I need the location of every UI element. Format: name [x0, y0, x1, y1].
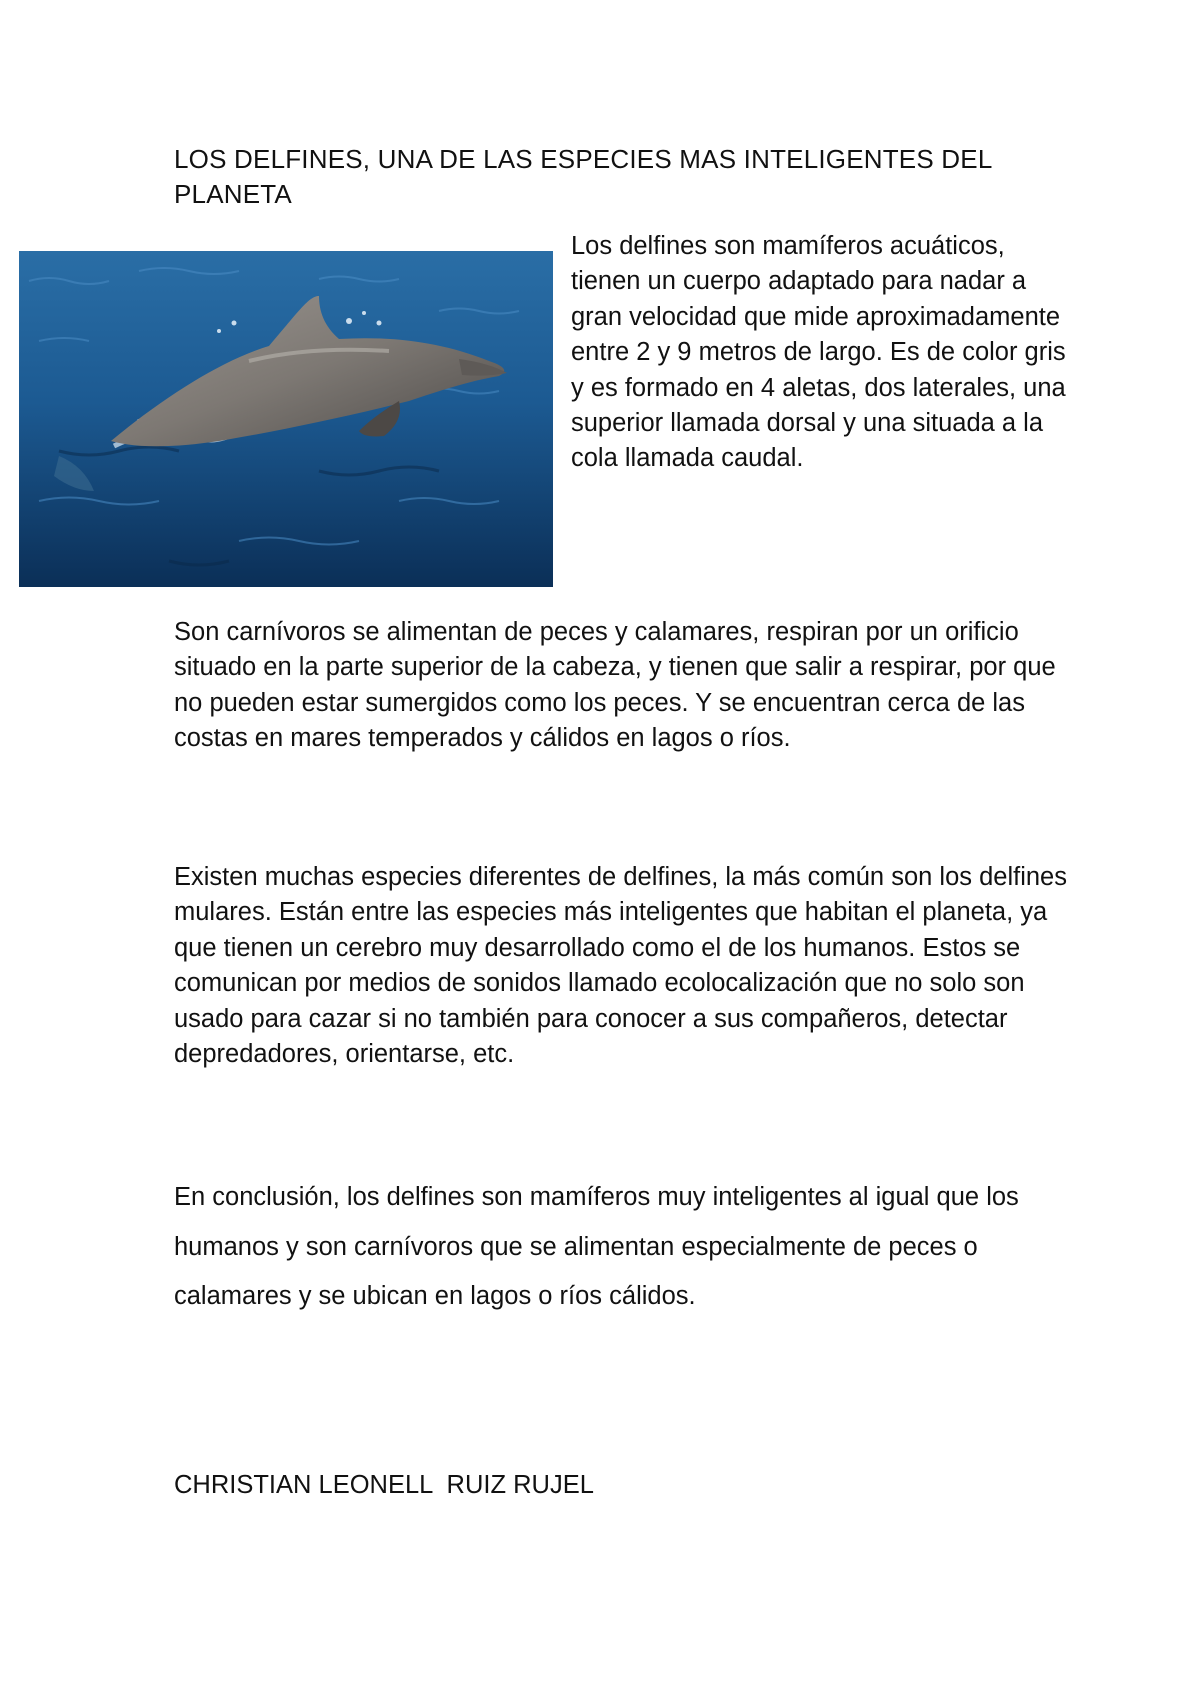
document-title: LOS DELFINES, UNA DE LAS ESPECIES MAS INTELIGENTES DEL PLANETA: [174, 144, 992, 209]
author-name: CHRISTIAN LEONELL RUIZ RUJEL: [174, 1471, 594, 1499]
paragraph-conclusion: En conclusión, los delfines son mamíferos muy inteligentes al igual que los humanos y son carnívoros que se alimentan especialmente de peces o calamares y se ubican en lagos o ríos cálidos.: [174, 1183, 1019, 1310]
paragraph-diet: Son carnívoros se alimentan de peces y calamares, respiran por un orificio situado en la parte superior de la cabeza, y tienen que salir a respirar, por que no pueden estar sumergidos como los peces. Y se encuentran cerca de las costas en mares temperados y cálidos en lagos o ríos.: [174, 618, 1056, 753]
dolphin-photo: [19, 251, 553, 587]
paragraph-species: Existen muchas especies diferentes de delfines, la más común son los delfines mulares. Están entre las especies más inteligentes que habitan el planeta, ya que tienen un cerebro muy desarrollado como el de los humanos. Estos se comunican por medios de sonidos llamado ecolocalización que no solo son usado para cazar si no también para conocer a sus compañeros, detectar depredadores, orientarse, etc.: [174, 863, 1067, 1069]
intro-paragraph: Los delfines son mamíferos acuáticos, tienen un cuerpo adaptado para nadar a gran velocidad que mide aproximadamente entre 2 y 9 metros de largo. Es de color gris y es formado en 4 aletas, dos laterales, una superior llamada dorsal y una situada a la cola llamada caudal.: [571, 232, 1066, 473]
dolphin-image: [19, 251, 553, 587]
